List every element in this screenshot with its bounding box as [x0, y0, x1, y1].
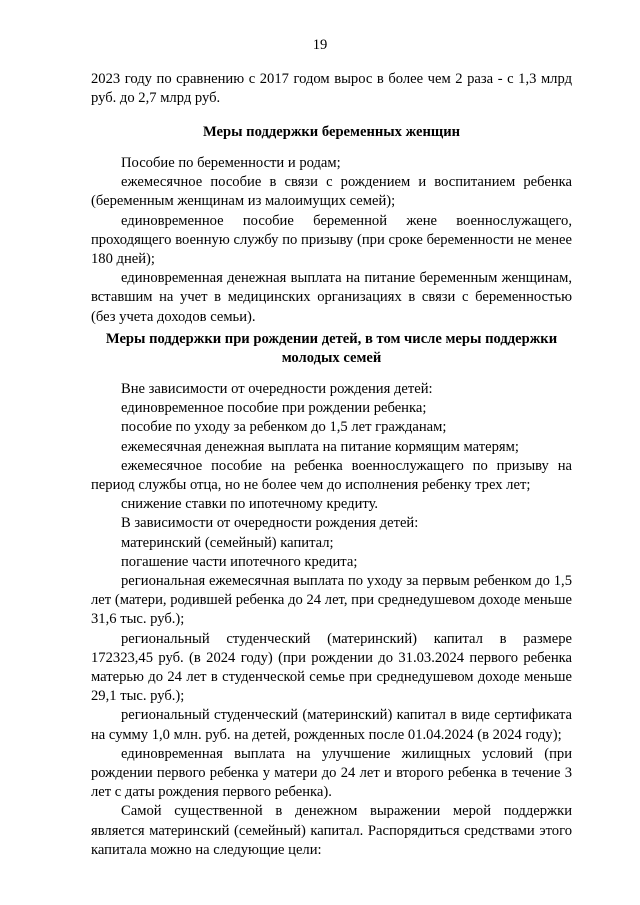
list-item: материнский (семейный) капитал;: [121, 534, 334, 551]
list-item: Пособие по беременности и родам;: [121, 155, 341, 171]
section-childbirth-list: [91, 380, 572, 860]
list-item: Самой существенной в денежном выражении мерой поддержки является материнский (семейный) капитал. Распорядиться средствами этого капитала можно на следующие цели:: [91, 803, 572, 858]
list-item: ежемесячное пособие в связи с рождением и воспитанием ребенка (беременным женщинам из малоимущих семей);: [91, 174, 572, 210]
list-item: региональная ежемесячная выплата по уходу за первым ребенком до 1,5 лет (матери, родившей ребенка до 24 лет, при среднедушевом доходе меньше 31,6 тыс. руб.);: [91, 573, 572, 628]
list-item: ежемесячное пособие на ребенка военнослужащего по призыву на период службы отца, но не более чем до исполнения ребенку трех лет;: [91, 457, 572, 494]
section-heading: Меры поддержки при рождении детей, в том числе меры поддержки молодых семей: [105, 331, 558, 367]
list-item: региональный студенческий (материнский) капитал в размере 172323,45 руб. (в 2024 году) (при рождении до 31.03.2024 первого ребенка матерью до 24 лет в студенческой семье при среднедушевом доходе меньше 29,1 тыс. руб.);: [91, 630, 572, 705]
list-item: погашение части ипотечного кредита;: [121, 553, 358, 570]
list-item: региональный студенческий (материнский) капитал в виде сертификата на сумму 1,0 млн. руб. на детей, рожденных после 01.04.2024 (в 2024 году);: [91, 707, 572, 743]
list-item: единовременная денежная выплата на питание беременным женщинам, вставшим на учет в медицинских организациях в связи с беременностью (без учета доходов семьи).: [91, 270, 572, 325]
list-item: снижение ставки по ипотечному кредиту.: [121, 496, 379, 513]
list-item: Вне зависимости от очередности рождения детей:: [121, 381, 433, 397]
list-item: единовременная выплата на улучшение жилищных условий (при рождении первого ребенка у матери до 24 лет и второго ребенка в течение 3 лет с даты рождения первого ребенка).: [91, 745, 572, 801]
section-childbirth-support: [91, 330, 572, 368]
list-item: пособие по уходу за ребенком до 1,5 лет гражданам;: [121, 419, 447, 436]
list-item: единовременное пособие при рождении ребенка;: [121, 400, 427, 417]
list-item: единовременное пособие беременной жене военнослужащего, проходящего военную службу по призыву (при сроке беременности не менее 180 дней);: [91, 212, 572, 268]
intro-block: [91, 70, 572, 108]
section-pregnant-list: [91, 154, 572, 327]
section-heading: Меры поддержки беременных женщин: [202, 124, 461, 140]
section-pregnant-support: [91, 123, 572, 142]
list-item: ежемесячная денежная выплата на питание кормящим матерям;: [121, 438, 519, 455]
intro-paragraph: 2023 году по сравнению с 2017 годом вырос в более чем 2 раза - с 1,3 млрд руб. до 2,7 млрд руб.: [91, 71, 572, 107]
page-number: 19: [312, 37, 328, 53]
list-item: В зависимости от очередности рождения детей:: [121, 515, 419, 532]
